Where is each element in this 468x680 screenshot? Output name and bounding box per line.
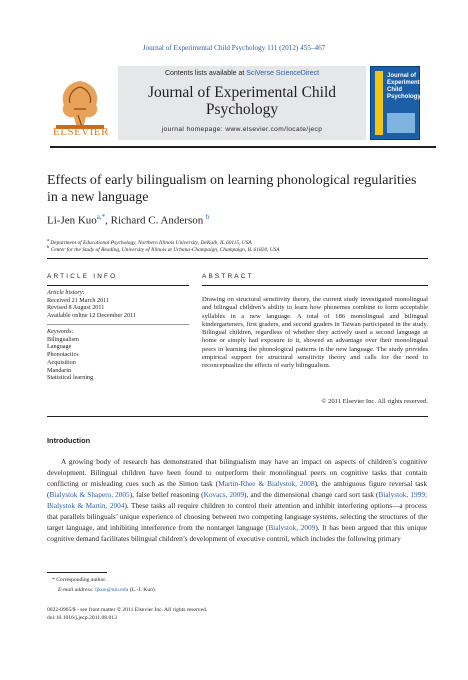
keyword: Phonotactics (47, 351, 79, 359)
copyright-line: © 2011 Elsevier Inc. All rights reserved. (321, 398, 428, 405)
author-name: Li-Jen Kuo (47, 214, 97, 227)
abstract-heading: ABSTRACT (202, 273, 254, 280)
affiliation-text: Department of Educational Psychology, Northern Illinois University, DeKalb, IL 60115, USA (50, 239, 252, 246)
keyword: Language (47, 343, 72, 351)
history-item: Revised 8 August 2011 (47, 304, 105, 312)
affiliation-mark: a (47, 237, 49, 242)
affiliation (47, 244, 280, 253)
issn-line: 0022-0965/$ - see front matter © 2011 Elsevier Inc. All rights reserved. (47, 607, 208, 613)
contents-prefix: Contents lists available at (164, 70, 247, 77)
abstract-text: Drawing on structural sensitivity theory, the current study investigated monolingual and bilingual children’s ability to learn how phonemes combine to form acceptable syllables in a new language. A total of 186 monolingual and bilingual kindergarteners, first graders, and second graders in Taiwan participated in the study. Bilingual children, regardless of whether they actively used a second language at home or simply had exposure to it, showed an advantage over their monolingual peers in learning the phonological patterns in the new language. The study provides empirical support for structural sensitivity theory and calls for the need to reconceptualize the effects of early bilingualism. (202, 296, 428, 370)
cover-title: Journal of Experimental Child Psychology (387, 73, 425, 100)
journal-reference[interactable]: Journal of Experimental Child Psychology 111 (2012) 455–467 (142, 44, 326, 52)
journal-title: Journal of Experimental Child Psychology (147, 84, 337, 118)
email-link[interactable]: ljkuo@niu.edu (95, 587, 129, 593)
divider (47, 416, 428, 417)
email-note (58, 587, 156, 593)
author-line: Li-Jen Kuo$^{a,*}$, Richard C. Anderson $^b$ (47, 213, 210, 227)
email-label: E-mail address: (58, 587, 94, 593)
intro-paragraph (47, 456, 427, 544)
publisher-wordmark: ELSEVIER (53, 126, 109, 138)
divider (47, 324, 189, 325)
divider (202, 285, 428, 286)
author-marks[interactable]: a,* (96, 213, 106, 221)
keyword: Mandarin (47, 366, 72, 374)
cover-stripe (375, 71, 383, 135)
keyword: Bilingualism (47, 335, 79, 343)
author-marks[interactable]: b (205, 213, 210, 221)
citation-link[interactable]: Martin-Rhee & Bialystok, 2008 (218, 479, 315, 488)
text-run: ). It has been argued that this unique cognitive demand facilitates bilingual children’s development of executive control, which includes the following primary (47, 523, 427, 543)
journal-homepage (118, 126, 366, 133)
keyword: Acquisition (47, 358, 76, 366)
history-label: Article history: (47, 289, 85, 296)
citation-link[interactable]: Bialystok, 1999; Bialystok & Martin, 2004 (47, 490, 428, 510)
history-item: Received 21 March 2011 (47, 296, 110, 304)
text-run: A growing body of research has demonstrated that bilingualism may have an impact on aspects of children’s cognitive development. Bilingual children have been found to outperform their monolingual peers on cognitive tasks that contain conflicting or misleading cues such as the Simon task ( (47, 457, 427, 488)
citation-link[interactable]: Kovacs, 2009 (203, 490, 244, 499)
affiliation-text: Center for the Study of Reading, University of Illinois at Urbana-Champaign, Champaign, IL 61820, USA (50, 246, 280, 253)
header-rule (50, 146, 436, 148)
article-info-heading: ARTICLE INFO (47, 273, 118, 280)
text-run: ), and the dimensional change card sort task ( (243, 490, 379, 499)
email-suffix: (L.-J. Kuo). (128, 587, 157, 593)
article-title: Effects of early bilingualism on learning phonological regularities in a new language (47, 173, 417, 205)
citation-link[interactable]: Bialystok & Shapero, 2005 (49, 490, 130, 499)
history-item: Available online 12 December 2011 (47, 312, 136, 320)
author-name: Richard C. Anderson (110, 214, 204, 227)
keywords (47, 328, 187, 382)
text-run: ). These tasks all require children to control their attention and inhibit interfering options—a process that parallels bilinguals’ unique experience of choosing between two competing language systems, selecting the structures of the target language, and inhibiting interference from the nontarget language ( (47, 501, 427, 532)
section-heading-introduction: Introduction (47, 436, 91, 445)
keywords-label: Keywords: (47, 328, 74, 335)
article-history (47, 289, 187, 320)
journal-cover-thumbnail (370, 66, 425, 140)
divider (47, 285, 189, 286)
homepage-link[interactable]: www.elsevier.com/locate/jecp (225, 126, 323, 133)
text-run: ), the ambiguous figure reversal task ( (47, 479, 428, 499)
contents-line (118, 70, 366, 77)
corresponding-author-note: * Corresponding author. (52, 577, 107, 583)
footnote-rule (47, 572, 107, 573)
divider (47, 258, 428, 259)
sciencedirect-link[interactable]: SciVerse ScienceDirect (246, 70, 320, 77)
keyword: Statistical learning (47, 374, 94, 382)
doi-link[interactable]: doi:10.1016/j.jecp.2011.08.013 (47, 615, 117, 621)
citation-link[interactable]: Bialystok, 2009 (268, 523, 316, 532)
text-run: ), false belief reasoning ( (129, 490, 204, 499)
cover-image (387, 113, 415, 133)
homepage-prefix: journal homepage: (161, 126, 226, 133)
affiliation-mark: b (47, 244, 50, 249)
